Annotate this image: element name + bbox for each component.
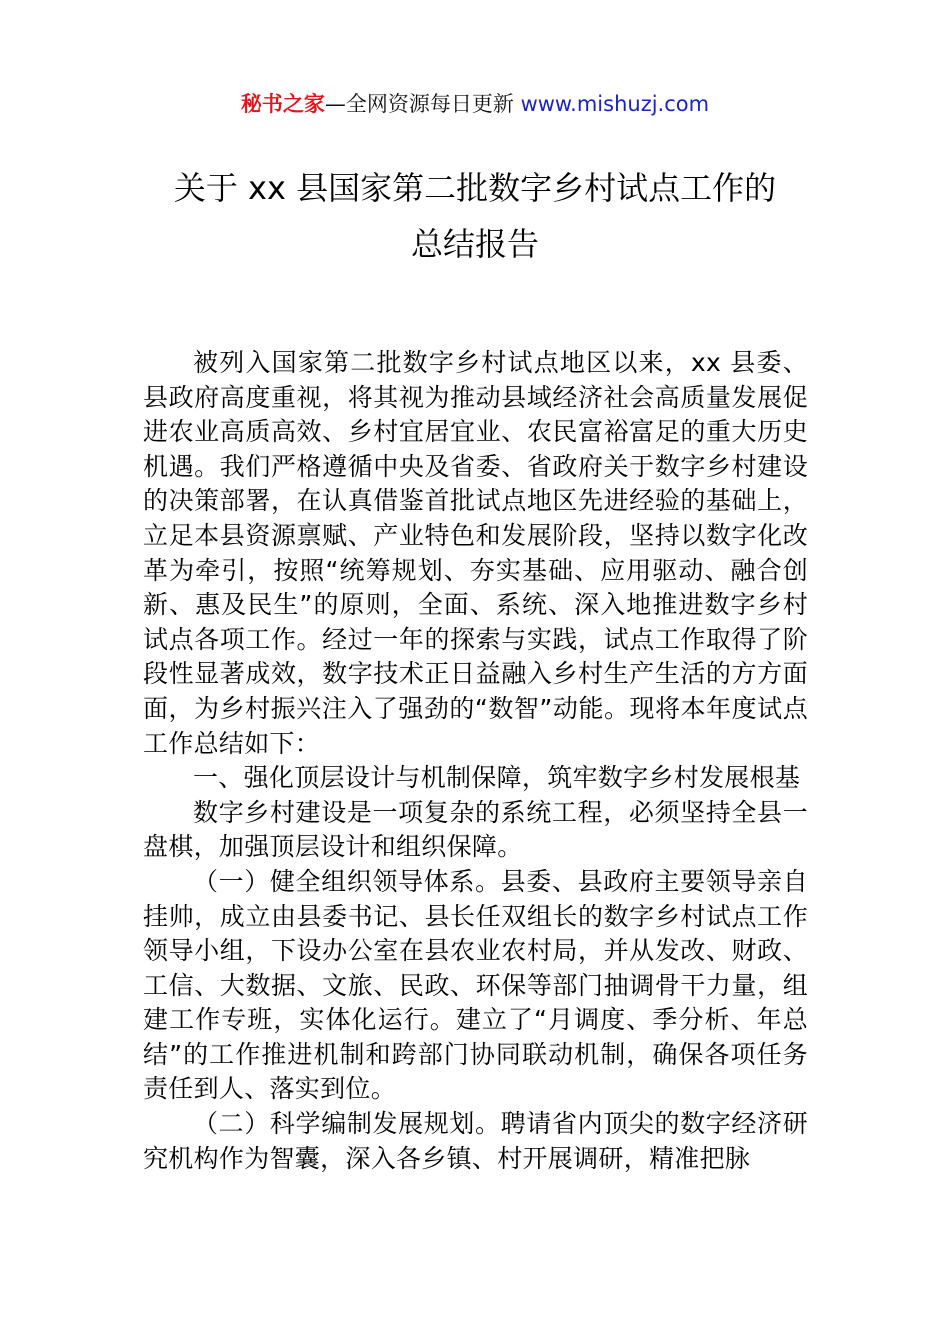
section-heading-1: 一、强化顶层设计与机制保障，筑牢数字乡村发展根基: [193, 763, 801, 793]
document-body: [143, 346, 808, 1176]
site-tagline: —全网资源每日更新: [324, 92, 521, 116]
section-1-paragraph: 数字乡村建设是一项复杂的系统工程，必须坚持全县一盘棋，加强顶层设计和组织保障。: [143, 797, 808, 862]
subsection-1-paragraph: （一）健全组织领导体系。县委、县政府主要领导亲自挂帅，成立由县委书记、县长任双组长的数字乡村试点工作领导小组，下设办公室在县农业农村局，并从发改、财政、工信、大数据、文旅、民政、环保等部门抽调骨干力量，组建工作专班，实体化运行。建立了“月调度、季分析、年总结”的工作推进机制和跨部门协同联动机制，确保各项任务责任到人、落实到位。: [143, 866, 808, 1104]
site-brand[interactable]: 秘书之家: [240, 92, 325, 116]
subsection-2-paragraph: （二）科学编制发展规划。聘请省内顶尖的数字经济研究机构作为智囊，深入各乡镇、村开展调研，精准把脉: [143, 1109, 808, 1173]
document-title: [100, 160, 850, 272]
intro-paragraph: 被列入国家第二批数字乡村试点地区以来，xx 县委、县政府高度重视，将其视为推动县域经济社会高质量发展促进农业高质高效、乡村宜居宜业、农民富裕富足的重大历史机遇。我们严格遵循中央及省委、省政府关于数字乡村建设的决策部署，在认真借鉴首批试点地区先进经验的基础上，立足本县资源禀赋、产业特色和发展阶段，坚持以数字化改革为牵引，按照“统筹规划、夯实基础、应用驱动、融合创新、惠及民生”的原则，全面、系统、深入地推进数字乡村试点各项工作。经过一年的探索与实践，试点工作取得了阶段性显著成效，数字技术正日益融入乡村生产生活的方方面面，为乡村振兴注入了强劲的“数智”动能。现将本年度试点工作总结如下：: [143, 348, 808, 758]
site-url-link[interactable]: www.mishuzj.com: [520, 92, 710, 116]
document-title-line-2: 总结报告: [410, 225, 539, 263]
document-title-line-1: 关于 xx 县国家第二批数字乡村试点工作的: [173, 169, 777, 207]
site-header: [0, 86, 950, 122]
